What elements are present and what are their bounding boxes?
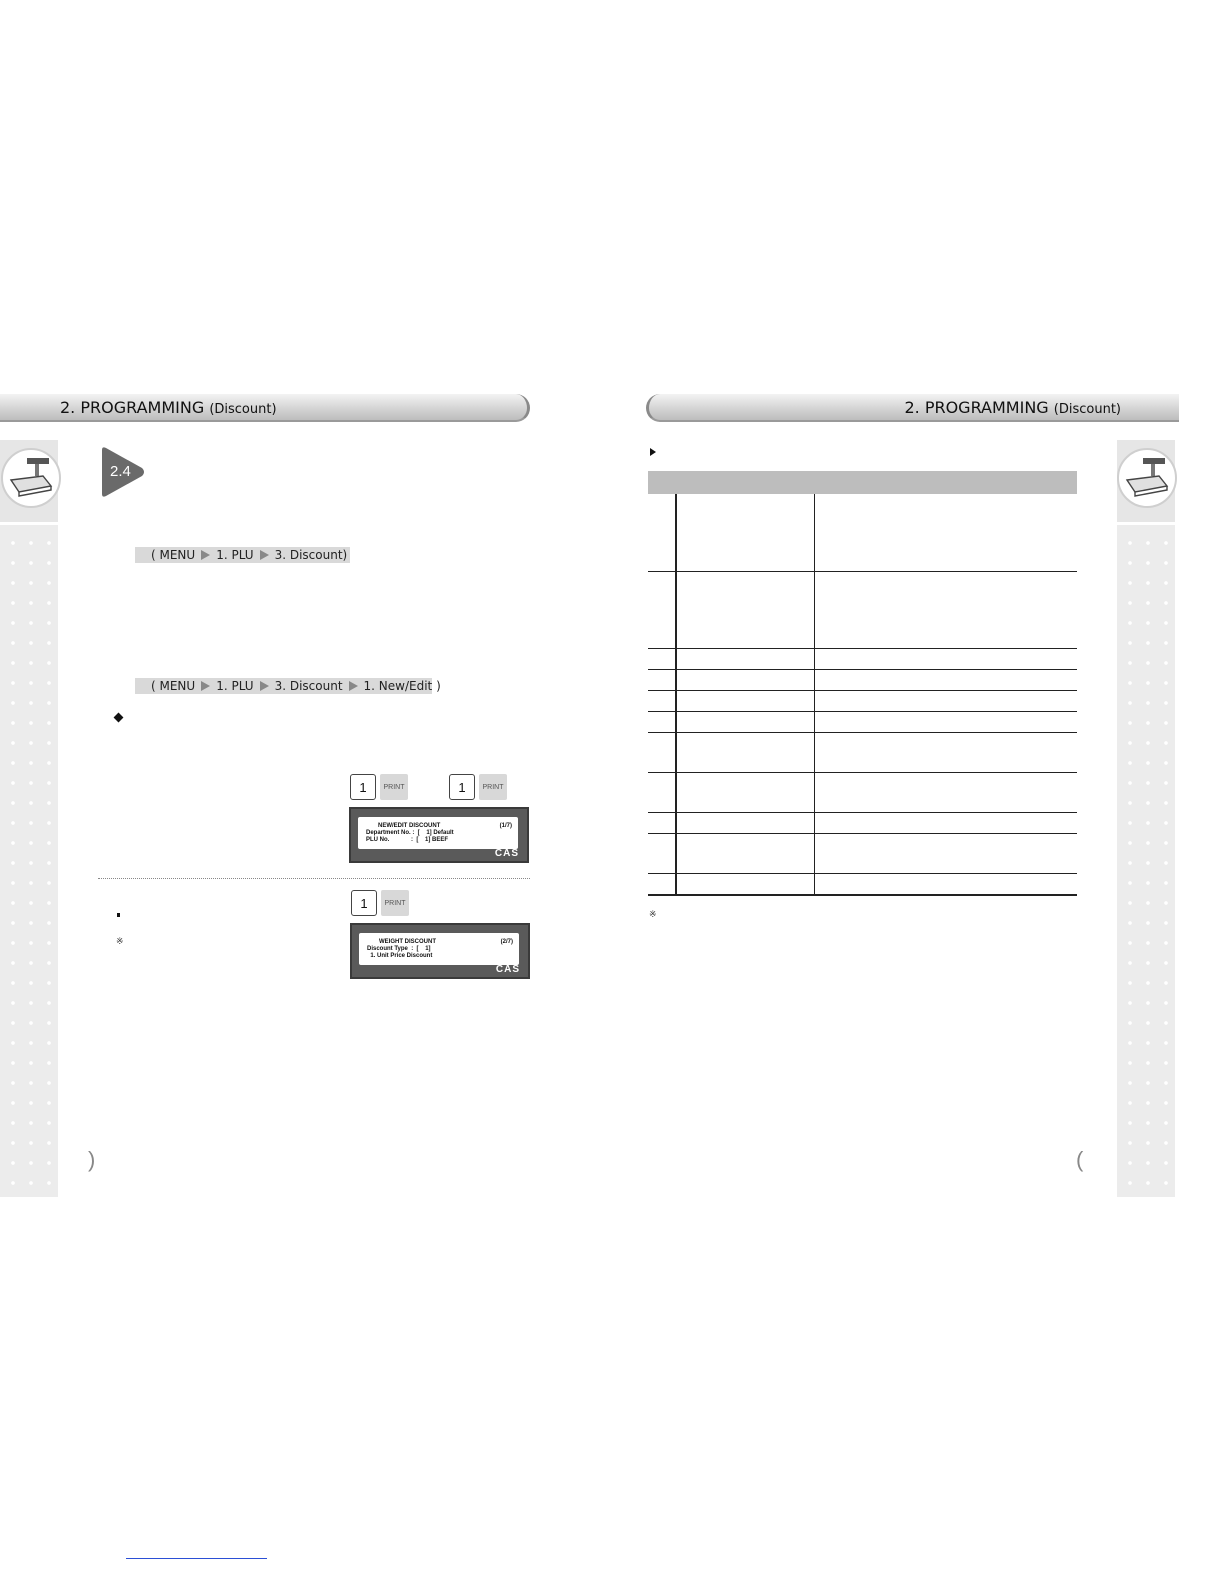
right-header-title <box>904 398 1121 417</box>
settings-table <box>648 471 1077 896</box>
table-cell <box>814 494 1077 571</box>
note-mark-icon: ※ <box>116 936 124 946</box>
table-cell <box>648 690 676 711</box>
table-row <box>648 732 1077 772</box>
scale-icon <box>1117 448 1177 508</box>
table-cell <box>676 812 814 833</box>
note-mark-icon: ※ <box>649 909 657 919</box>
table-cell <box>676 732 814 772</box>
page-corner-mark: ) <box>88 1147 96 1172</box>
table-header-cell <box>814 471 1077 494</box>
table-cell <box>814 711 1077 732</box>
lcd-screen <box>358 817 518 849</box>
table-cell <box>814 873 1077 895</box>
print-key[interactable]: PRINT <box>381 890 409 916</box>
table-cell <box>676 648 814 669</box>
table-cell <box>676 571 814 648</box>
section-badge <box>100 446 146 498</box>
path-item: 3. Discount <box>274 679 343 693</box>
arrow-icon <box>349 681 358 691</box>
right-header-bar <box>646 394 1179 422</box>
table-cell <box>676 669 814 690</box>
lcd-display-2 <box>350 923 530 979</box>
scale-icon <box>1 448 61 508</box>
table-cell <box>648 833 676 873</box>
table-cell <box>814 690 1077 711</box>
key-1[interactable]: 1 <box>449 774 475 800</box>
page-corner-mark: ( <box>1076 1147 1084 1172</box>
lcd-brand: CAS <box>495 964 520 975</box>
table-row <box>648 571 1077 648</box>
lcd-line: Discount Type : [ 1] <box>367 946 431 952</box>
lcd-line: Department No. : [ 1] Default <box>366 830 454 836</box>
table-cell <box>648 571 676 648</box>
left-header-bar <box>0 394 530 422</box>
left-dotted-strip <box>0 525 58 1197</box>
table-row <box>648 648 1077 669</box>
table-cell <box>814 648 1077 669</box>
table-header-cell <box>676 471 814 494</box>
lcd-page: (1/7) <box>499 823 512 829</box>
table-row <box>648 669 1077 690</box>
header-subtitle-text: (Discount) <box>209 402 277 417</box>
step-separator <box>98 878 530 879</box>
table-row <box>648 690 1077 711</box>
lcd-page: (2/7) <box>500 939 513 945</box>
header-title-text: 2. PROGRAMMING <box>904 398 1049 417</box>
table-cell <box>814 812 1077 833</box>
print-key[interactable]: PRINT <box>380 774 408 800</box>
section-number: 2.4 <box>110 463 131 480</box>
key-1[interactable]: 1 <box>351 890 377 916</box>
diamond-bullet-icon <box>114 713 124 723</box>
header-subtitle-text: (Discount) <box>1053 402 1121 417</box>
right-dotted-strip <box>1117 525 1175 1197</box>
table-cell <box>814 571 1077 648</box>
key-1[interactable]: 1 <box>350 774 376 800</box>
small-bullet-icon <box>117 913 120 917</box>
table-cell <box>676 833 814 873</box>
table-cell <box>648 711 676 732</box>
arrow-icon <box>201 550 210 560</box>
lcd-display-1 <box>349 807 529 863</box>
table-row <box>648 772 1077 812</box>
table-row <box>648 494 1077 571</box>
table-cell <box>676 494 814 571</box>
table-cell <box>648 873 676 895</box>
lcd-title-row <box>366 823 512 830</box>
menu-path-2 <box>135 678 441 694</box>
lcd-screen <box>359 933 519 965</box>
table-row <box>648 711 1077 732</box>
menu-path-1 <box>135 547 350 563</box>
table-cell <box>648 648 676 669</box>
table-header-row <box>648 471 1077 494</box>
print-key[interactable]: PRINT <box>479 774 507 800</box>
table-cell <box>814 833 1077 873</box>
table-cell <box>648 732 676 772</box>
path-item: 3. Discount) <box>274 548 348 562</box>
path-item: 1. New/Edit ) <box>363 679 441 693</box>
lcd-title: WEIGHT DISCOUNT <box>379 939 436 945</box>
table-row <box>648 873 1077 895</box>
triangle-bullet-icon <box>650 448 656 456</box>
header-title-text: 2. PROGRAMMING <box>60 398 205 417</box>
table-cell <box>648 812 676 833</box>
lcd-line: PLU No. : [ 1] BEEF <box>366 837 449 843</box>
table-cell <box>648 494 676 571</box>
table-cell <box>814 772 1077 812</box>
footer-link-underline[interactable] <box>126 1558 267 1559</box>
table-cell <box>676 873 814 895</box>
table-cell <box>814 732 1077 772</box>
table-cell <box>648 772 676 812</box>
arrow-icon <box>260 550 269 560</box>
table-row <box>648 812 1077 833</box>
arrow-icon <box>260 681 269 691</box>
table-cell <box>676 690 814 711</box>
table-cell <box>814 669 1077 690</box>
lcd-brand: CAS <box>494 848 519 859</box>
table-cell <box>676 711 814 732</box>
lcd-title-row <box>367 939 513 946</box>
table-cell <box>676 772 814 812</box>
table-cell <box>648 669 676 690</box>
table-row <box>648 833 1077 873</box>
path-item: ( MENU <box>151 679 196 693</box>
arrow-icon <box>201 681 210 691</box>
lcd-line: 1. Unit Price Discount <box>367 953 433 959</box>
path-item: 1. PLU <box>216 548 254 562</box>
lcd-title: NEW/EDIT DISCOUNT <box>378 823 441 829</box>
path-item: 1. PLU <box>216 679 254 693</box>
path-item: ( MENU <box>151 548 196 562</box>
left-header-title <box>60 398 277 417</box>
table-header-cell <box>648 471 676 494</box>
